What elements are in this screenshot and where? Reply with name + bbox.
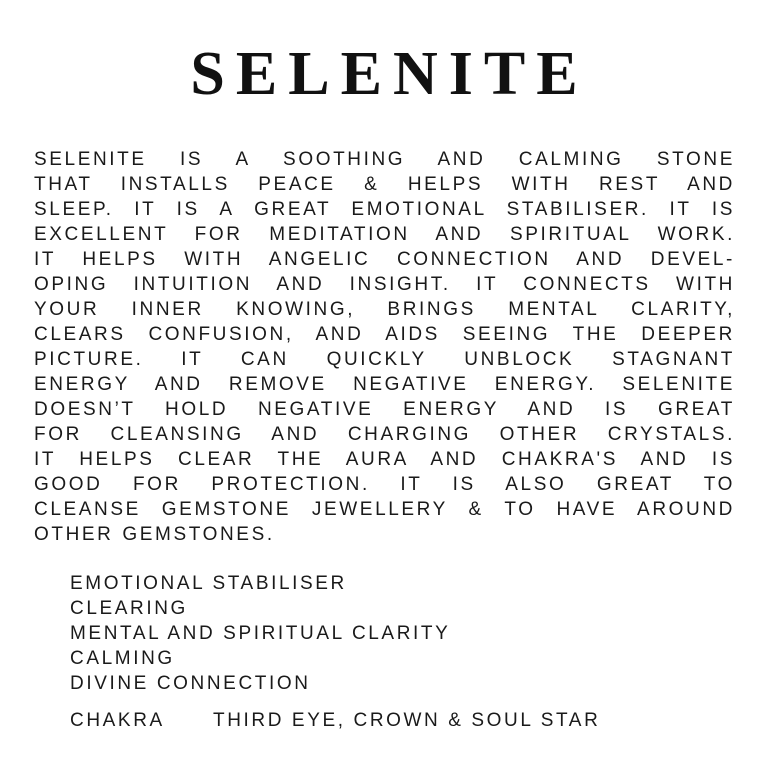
description-line: CLEARS CONFUSION, AND AIDS SEEING THE DEEPER bbox=[34, 324, 735, 345]
description-line: FOR CLEANSING AND CHARGING OTHER CRYSTALS. bbox=[34, 424, 735, 445]
description-line: SELENITE IS A SOOTHING AND CALMING STONE bbox=[34, 149, 735, 170]
description-line: GOOD FOR PROTECTION. IT IS ALSO GREAT TO bbox=[34, 474, 735, 495]
description-line: DOESN’T HOLD NEGATIVE ENERGY AND IS GREAT bbox=[34, 399, 735, 420]
properties-list bbox=[70, 571, 450, 696]
chakra-value: THIRD EYE, CROWN & SOUL STAR bbox=[213, 710, 601, 731]
property-item: DIVINE CONNECTION bbox=[70, 673, 311, 694]
description-line: OPING INTUITION AND INSIGHT. IT CONNECTS WITH bbox=[34, 274, 735, 295]
description-line: PICTURE. IT CAN QUICKLY UNBLOCK STAGNANT bbox=[34, 349, 735, 370]
property-item: EMOTIONAL STABILISER bbox=[70, 573, 347, 594]
chakra-label: CHAKRA bbox=[70, 710, 165, 731]
description-line: YOUR INNER KNOWING, BRINGS MENTAL CLARITY, bbox=[34, 299, 735, 320]
property-item: MENTAL AND SPIRITUAL CLARITY bbox=[70, 623, 451, 644]
page-title: SELENITE bbox=[190, 40, 589, 108]
description-line: OTHER GEMSTONES. bbox=[34, 524, 275, 545]
description-line: CLEANSE GEMSTONE JEWELLERY & TO HAVE AROUND bbox=[34, 499, 735, 520]
description-line: IT HELPS CLEAR THE AURA AND CHAKRA'S AND IS bbox=[34, 449, 735, 470]
description-paragraph bbox=[34, 147, 735, 547]
property-item: CALMING bbox=[70, 648, 175, 669]
description-line: ENERGY AND REMOVE NEGATIVE ENERGY. SELENITE bbox=[34, 374, 735, 395]
description-line: THAT INSTALLS PEACE & HELPS WITH REST AND bbox=[34, 174, 735, 195]
property-item: CLEARING bbox=[70, 598, 188, 619]
description-line: EXCELLENT FOR MEDITATION AND SPIRITUAL WORK. bbox=[34, 224, 735, 245]
description-line: IT HELPS WITH ANGELIC CONNECTION AND DEVEL- bbox=[34, 249, 735, 270]
description-line: SLEEP. IT IS A GREAT EMOTIONAL STABILISER. IT IS bbox=[34, 199, 735, 220]
chakra-row bbox=[70, 708, 600, 733]
